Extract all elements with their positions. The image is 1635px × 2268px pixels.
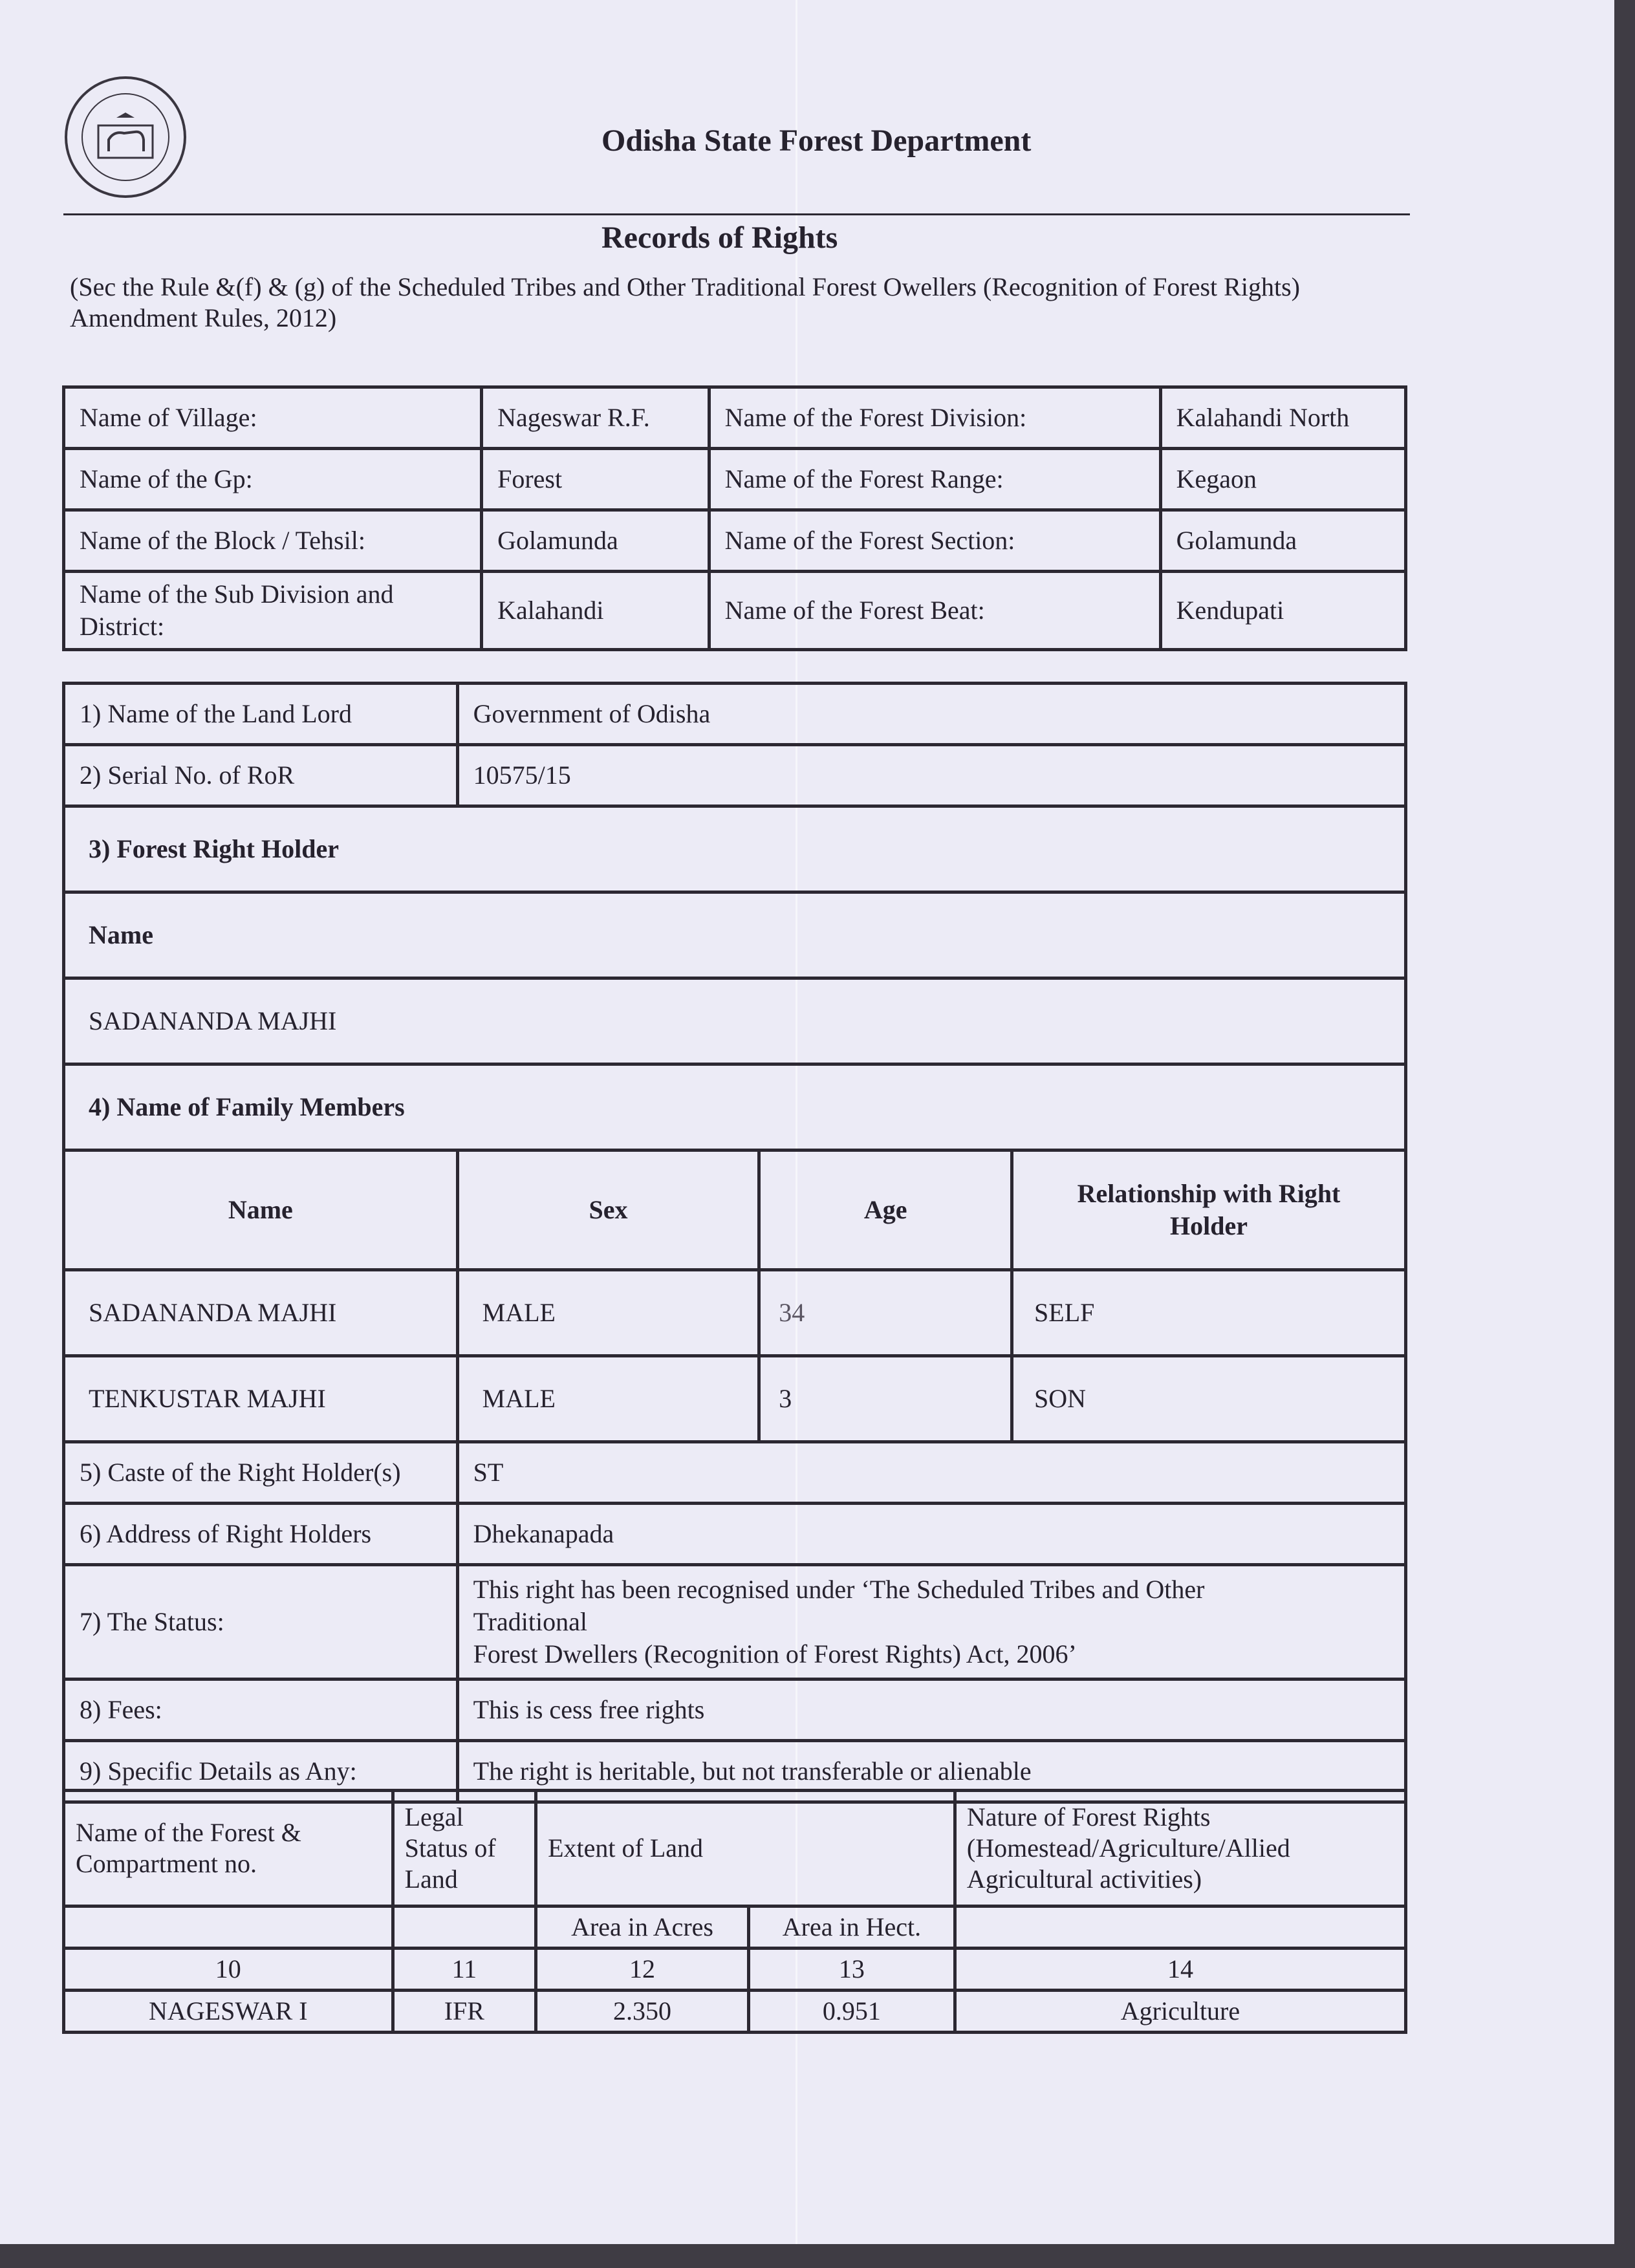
section-label: Name of the Forest Section:: [709, 510, 1160, 572]
serial-value: 10575/15: [457, 745, 1405, 806]
division-value: Kalahandi North: [1160, 387, 1405, 449]
table-row: [64, 806, 1406, 892]
table-row: [64, 449, 1406, 510]
table-row: [64, 1356, 1406, 1442]
table-row: [64, 572, 1406, 650]
family-member-relation: SELF: [1012, 1270, 1406, 1356]
landlord-value: Government of Odisha: [457, 684, 1405, 745]
family-col-relation: Relationship with Right Holder: [1012, 1150, 1406, 1270]
fees-label: 8) Fees:: [64, 1679, 458, 1741]
fees-value: This is cess free rights: [457, 1679, 1405, 1741]
beat-value: Kendupati: [1160, 572, 1405, 650]
family-col-name: Name: [64, 1150, 458, 1270]
status-line: This right has been recognised under ‘The Scheduled Tribes and Other: [473, 1575, 1205, 1604]
col-number: 12: [536, 1949, 749, 1991]
col-extent: Extent of Land: [536, 1791, 955, 1906]
empty-cell: [393, 1906, 536, 1949]
document-title: Records of Rights: [601, 221, 838, 255]
empty-cell: [64, 1906, 393, 1949]
col-number: 11: [393, 1949, 536, 1991]
legal-status-value: IFR: [393, 1991, 536, 2033]
col-legal-status: Legal Status of Land: [393, 1791, 536, 1906]
table-row: [64, 1150, 1406, 1270]
land-table: [62, 1789, 1407, 2034]
range-value: Kegaon: [1160, 449, 1405, 510]
table-row: [64, 1679, 1406, 1741]
family-col-age: Age: [759, 1150, 1012, 1270]
location-table: [62, 385, 1407, 651]
holder-name: SADANANDA MAJHI: [64, 978, 1406, 1064]
details-label: 9) Specific Details as Any:: [64, 1741, 458, 1802]
status-value: [457, 1565, 1405, 1679]
col-nature: Nature of Forest Rights (Homestead/Agriculture/Allied Agricultural activities): [955, 1791, 1405, 1906]
col-area-acres: Area in Acres: [536, 1906, 749, 1949]
details-value: The right is heritable, but not transferable or alienable: [457, 1741, 1405, 1802]
family-member-age: 3: [759, 1356, 1012, 1442]
caste-value: ST: [457, 1442, 1405, 1504]
status-line: Traditional: [473, 1607, 587, 1636]
table-row: [64, 892, 1406, 978]
table-row: [64, 387, 1406, 449]
forest-compartment-value: NAGESWAR I: [64, 1991, 393, 2033]
department-title: Odisha State Forest Department: [601, 124, 1032, 158]
header-divider: [63, 213, 1410, 215]
division-label: Name of the Forest Division:: [709, 387, 1160, 449]
section-value: Golamunda: [1160, 510, 1405, 572]
beat-label: Name of the Forest Beat:: [709, 572, 1160, 650]
col-number: 14: [955, 1949, 1405, 1991]
table-row: [64, 1504, 1406, 1565]
family-member-name: TENKUSTAR MAJHI: [64, 1356, 458, 1442]
family-member-sex: MALE: [457, 1270, 759, 1356]
area-acres-value: 2.350: [536, 1991, 749, 2033]
subdivision-value: Kalahandi: [482, 572, 709, 650]
area-hect-value: 0.951: [748, 1991, 955, 2033]
family-member-sex: MALE: [457, 1356, 759, 1442]
block-label: Name of the Block / Tehsil:: [64, 510, 482, 572]
family-member-name: SADANANDA MAJHI: [64, 1270, 458, 1356]
table-row: [64, 1949, 1406, 1991]
nature-value: Agriculture: [955, 1991, 1405, 2033]
table-row: [64, 510, 1406, 572]
family-heading: 4) Name of Family Members: [64, 1064, 1406, 1150]
col-forest-compartment: Name of the Forest & Compartment no.: [64, 1791, 393, 1906]
col-area-hect: Area in Hect.: [748, 1906, 955, 1949]
gp-value: Forest: [482, 449, 709, 510]
caste-label: 5) Caste of the Right Holder(s): [64, 1442, 458, 1504]
table-row: [64, 745, 1406, 806]
table-row: [64, 1906, 1406, 1949]
empty-cell: [955, 1906, 1405, 1949]
table-row: [64, 1442, 1406, 1504]
address-value: Dhekanapada: [457, 1504, 1405, 1565]
subdivision-label: Name of the Sub Division and District:: [64, 572, 482, 650]
range-label: Name of the Forest Range:: [709, 449, 1160, 510]
col-number: 10: [64, 1949, 393, 1991]
table-row: [64, 1791, 1406, 1906]
odisha-emblem-icon: [65, 76, 186, 198]
block-value: Golamunda: [482, 510, 709, 572]
address-label: 6) Address of Right Holders: [64, 1504, 458, 1565]
family-member-relation: SON: [1012, 1356, 1406, 1442]
gp-label: Name of the Gp:: [64, 449, 482, 510]
serial-label: 2) Serial No. of RoR: [64, 745, 458, 806]
name-heading: Name: [64, 892, 1406, 978]
rule-reference: (Sec the Rule &(f) & (g) of the Scheduled Tribes and Other Traditional Forest Owellers (Recognition of Forest Rights) Amendment Rules, 2012): [70, 272, 1300, 332]
table-row: [64, 684, 1406, 745]
status-label: 7) The Status:: [64, 1565, 458, 1679]
holder-heading: 3) Forest Right Holder: [64, 806, 1406, 892]
village-label: Name of Village:: [64, 387, 482, 449]
table-row: [64, 1991, 1406, 2033]
table-row: [64, 1270, 1406, 1356]
landlord-label: 1) Name of the Land Lord: [64, 684, 458, 745]
table-row: [64, 978, 1406, 1064]
table-row: [64, 1565, 1406, 1679]
table-row: [64, 1064, 1406, 1150]
record-table: [62, 682, 1407, 1804]
family-member-age: 34: [759, 1270, 1012, 1356]
col-number: 13: [748, 1949, 955, 1991]
family-col-sex: Sex: [457, 1150, 759, 1270]
village-value: Nageswar R.F.: [482, 387, 709, 449]
status-line: Forest Dwellers (Recognition of Forest Rights) Act, 2006’: [473, 1639, 1077, 1669]
